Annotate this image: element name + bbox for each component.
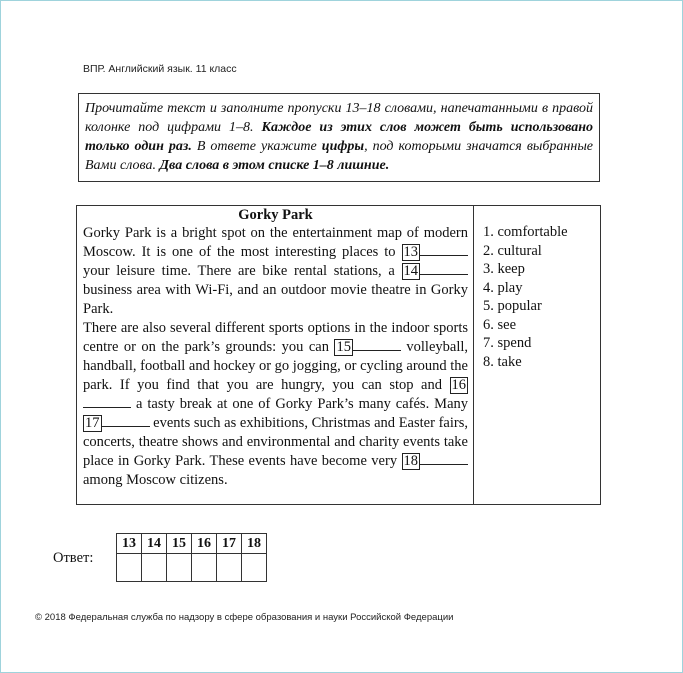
sentence-7: events such as exhibitions, Christmas and Easter fairs, concerts, theatre shows and environmental and charity events take place in Gorky Park. These events have become very [83,415,468,469]
paragraph-1 [83,224,468,319]
instruction-box [78,93,600,182]
option-item: 1. comfortable [483,224,568,240]
instruction-text-3: В ответе укажите [196,139,317,154]
gap-18: 18 [403,453,418,469]
blank-14 [420,262,468,275]
text-column [77,206,474,504]
blank-15 [353,338,401,351]
sentence-8: among Moscow citizens. [83,472,228,488]
answer-col-15: 15 [167,534,192,554]
answer-cell-15[interactable] [167,554,192,582]
sentence-4: There are also several different sports options in the indoor sports centre or on the park’s grounds: you can [83,320,468,355]
text-title: Gorky Park [238,207,313,223]
answer-col-13: 13 [117,534,142,554]
blank-13 [420,243,468,256]
option-item: 8. take [483,353,522,370]
option-item: 6. see [483,316,517,333]
gap-14: 14 [403,263,418,279]
instruction-text-4: цифры [321,139,365,154]
option-item: 5. popular [483,298,542,314]
answer-cell-13[interactable] [117,554,142,582]
answer-col-14: 14 [142,534,167,554]
instruction-text-2: Каждое из этих слов может быть использовано только один раз. [85,120,594,154]
answer-header-row [117,534,267,554]
task-table [76,205,601,505]
answer-col-18: 18 [242,534,267,554]
answer-input-row [117,554,267,582]
instruction-text-1: Прочитайте текст и заполните пропуски 13–18 словами, напечатанными в правой колонке под цифрами 1–8. [85,101,593,135]
answer-cell-17[interactable] [217,554,242,582]
sentence-3: business area with Wi-Fi, and an outdoor movie theatre in Gorky Park. [83,282,468,317]
option-item: 4. play [483,279,523,296]
answer-cell-16[interactable] [192,554,217,582]
sentence-1: Gorky Park is a bright spot on the entertainment map of modern Moscow. It is one of the most interesting places to [83,225,468,260]
page-footer: © 2018 Федеральная служба по надзору в сфере образования и науки Российской Федерации [35,612,454,623]
blank-17 [102,414,150,427]
answer-cell-18[interactable] [242,554,267,582]
answer-cell-14[interactable] [142,554,167,582]
sentence-5: volleyball, handball, football and hockey or go jogging, or cycling around the park. If you find that you are hungry, you can stop and [83,339,469,393]
answer-col-17: 17 [217,534,242,554]
text-body [83,224,468,490]
blank-18 [420,452,468,465]
sentence-6: a tasty break at one of Gorky Park’s many cafés. Many [135,396,469,412]
option-item: 7. spend [483,335,532,351]
answer-grid [116,533,267,582]
gap-13: 13 [403,244,418,260]
gap-17: 17 [85,415,100,431]
sentence-2: your leisure time. There are bike rental stations, a [83,263,395,279]
page-header: ВПР. Английский язык. 11 класс [83,63,237,75]
paragraph-2 [83,319,468,490]
gap-16: 16 [451,377,467,393]
option-item: 3. keep [483,261,525,277]
instruction-text-6: Два слова в этом списке 1–8 лишние. [159,158,390,173]
answer-col-16: 16 [192,534,217,554]
options-column [483,223,568,371]
answer-label: Ответ: [53,550,94,566]
blank-16 [83,395,131,408]
gap-15: 15 [336,339,351,355]
instruction-text-5: , под которыми значатся выбранные Вами слова. [85,139,594,173]
option-item: 2. cultural [483,242,542,259]
